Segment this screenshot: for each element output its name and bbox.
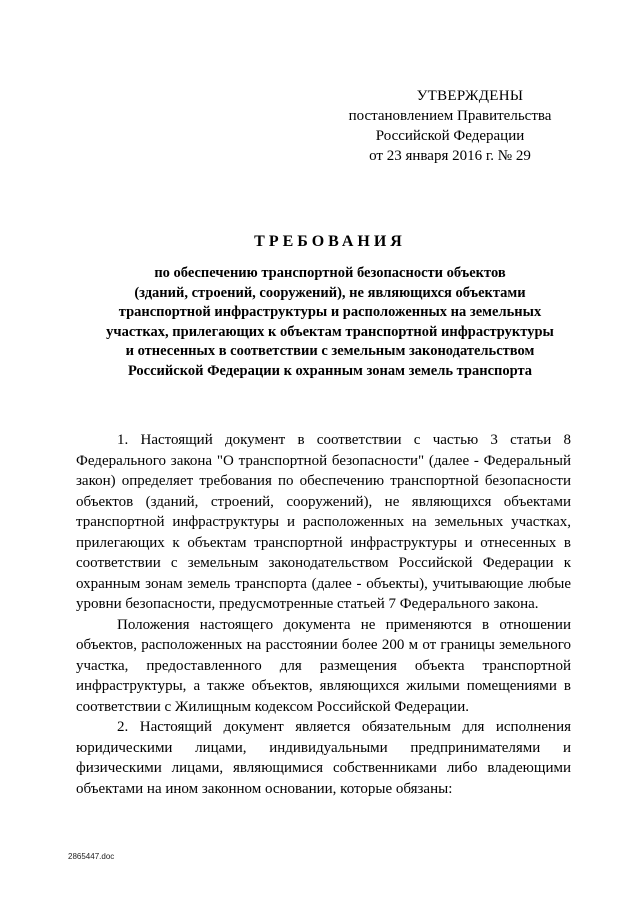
approval-block: [320, 86, 580, 166]
subtitle-line-2: (зданий, строений, сооружений), не являющихся объектами: [134, 284, 526, 301]
footer-file-name: 2865447.doc: [68, 852, 115, 861]
subtitle-line-4: участках, прилегающих к объектам транспортной инфраструктуры: [106, 323, 554, 340]
body-paragraph-3: 2. Настоящий документ является обязательным для исполнения юридическими лицами, индивидуальными предпринимателями и физическими лицами, являющимися собственниками либо владеющими объектами на ином законном основании, которые обязаны:: [76, 719, 571, 797]
approval-line-1: постановлением Правительства: [348, 108, 552, 124]
body-paragraph-2: Положения настоящего документа не применяются в отношении объектов, расположенных на расстоянии более 200 м от границы земельного участка, предоставленного для размещения объекта транспортной инфраструктуры, а также объектов, являющихся жилыми помещениями в соответствии с Жилищным кодексом Российской Федерации.: [76, 616, 571, 715]
document-title-block: [70, 232, 590, 381]
subtitle-line-6: Российской Федерации к охранным зонам земель транспорта: [127, 362, 533, 379]
subtitle-line-3: транспортной инфраструктуры и расположенных на земельных: [118, 304, 542, 320]
approval-line-2: Российской Федерации: [375, 128, 525, 144]
approval-line-3: от 23 января 2016 г. № 29: [369, 148, 531, 164]
document-body: [76, 430, 571, 799]
body-paragraph-1: 1. Настоящий документ в соответствии с частью 3 статьи 8 Федерального закона "О транспортной безопасности" (далее - Федеральный закон) определяет требования по обеспечению транспортной безопасности объектов (зданий, строений, сооружений), не являющихся объектами транспортной инфраструктуры и расположенных на земельных участках, прилегающих к объектам транспортной инфраструктуры и отнесенных в соответствии с земельным законодательством Российской Федерации к охранным зонам земель транспорта (далее - объекты), учитывающие любые уровни безопасности, предусмотренные статьей 7 Федерального закона.: [76, 432, 571, 612]
subtitle-line-5: и отнесенных в соответствии с земельным законодательством: [125, 343, 535, 359]
approval-heading: УТВЕРЖДЕНЫ: [416, 88, 524, 104]
subtitle-line-1: по обеспечению транспортной безопасности объектов: [154, 265, 506, 281]
document-title: ТРЕБОВАНИЯ: [254, 233, 406, 250]
